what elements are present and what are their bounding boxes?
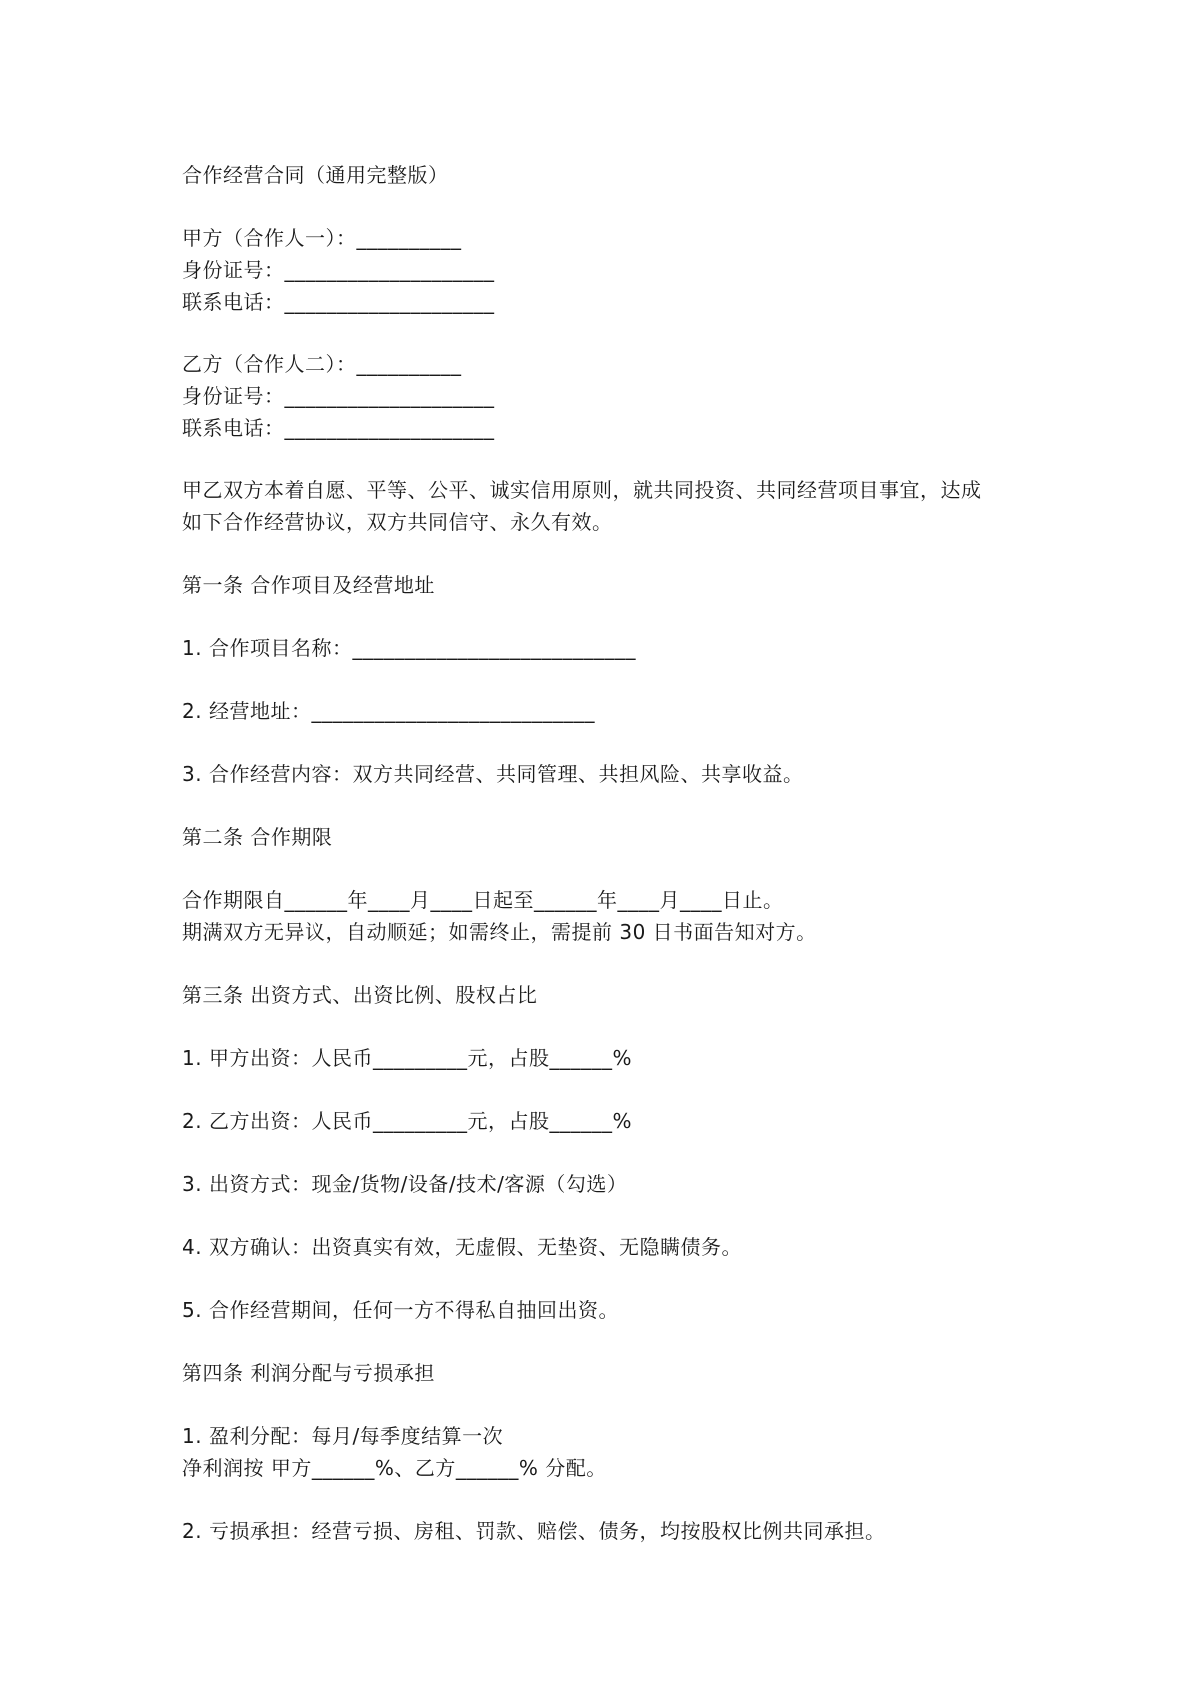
article-3-item: 3. 出资方式：现金/货物/设备/技术/客源（勾选）: [182, 1172, 628, 1196]
article-1-heading: 第一条 合作项目及经营地址: [182, 573, 435, 597]
article-4-heading: 第四条 利润分配与亏损承担: [182, 1361, 435, 1385]
article-3-heading: 第三条 出资方式、出资比例、股权占比: [182, 983, 538, 1007]
article-4-item: 2. 亏损承担：经营亏损、房租、罚款、赔偿、债务，均按股权比例共同承担。: [182, 1519, 886, 1543]
preamble-line: 如下合作经营协议，双方共同信守、永久有效。: [182, 510, 613, 534]
article-2-line: 合作期限自______年____月____日起至______年____月____日止。: [182, 888, 784, 912]
article-1-item: 2. 经营地址：___________________________: [182, 699, 595, 723]
preamble-line: 甲乙双方本着自愿、平等、公平、诚实信用原则，就共同投资、共同经营项目事宜，达成: [182, 478, 982, 502]
article-3-item: 1. 甲方出资：人民币_________元，占股______%: [182, 1046, 632, 1070]
party-a-id-field: 身份证号：____________________: [182, 258, 495, 282]
party-b-id-field: 身份证号：____________________: [182, 384, 495, 408]
party-b-name-field: 乙方（合作人二）：__________: [182, 352, 462, 376]
party-b-phone-field: 联系电话：____________________: [182, 416, 495, 440]
document-title: 合作经营合同（通用完整版）: [182, 163, 449, 187]
article-3-item: 2. 乙方出资：人民币_________元，占股______%: [182, 1109, 632, 1133]
article-3-item: 5. 合作经营期间，任何一方不得私自抽回出资。: [182, 1298, 619, 1322]
article-1-item: 3. 合作经营内容：双方共同经营、共同管理、共担风险、共享收益。: [182, 762, 804, 786]
article-2-line: 期满双方无异议，自动顺延；如需终止，需提前 30 日书面告知对方。: [182, 920, 817, 944]
party-a-phone-field: 联系电话：____________________: [182, 290, 495, 314]
party-a-name-field: 甲方（合作人一）：__________: [182, 226, 462, 250]
article-4-item: 1. 盈利分配：每月/每季度结算一次: [182, 1424, 504, 1448]
article-3-item: 4. 双方确认：出资真实有效，无虚假、无垫资、无隐瞒债务。: [182, 1235, 742, 1259]
article-2-heading: 第二条 合作期限: [182, 825, 333, 849]
article-1-item: 1. 合作项目名称：___________________________: [182, 636, 636, 660]
article-4-item: 净利润按 甲方______%、乙方______% 分配。: [182, 1456, 607, 1480]
